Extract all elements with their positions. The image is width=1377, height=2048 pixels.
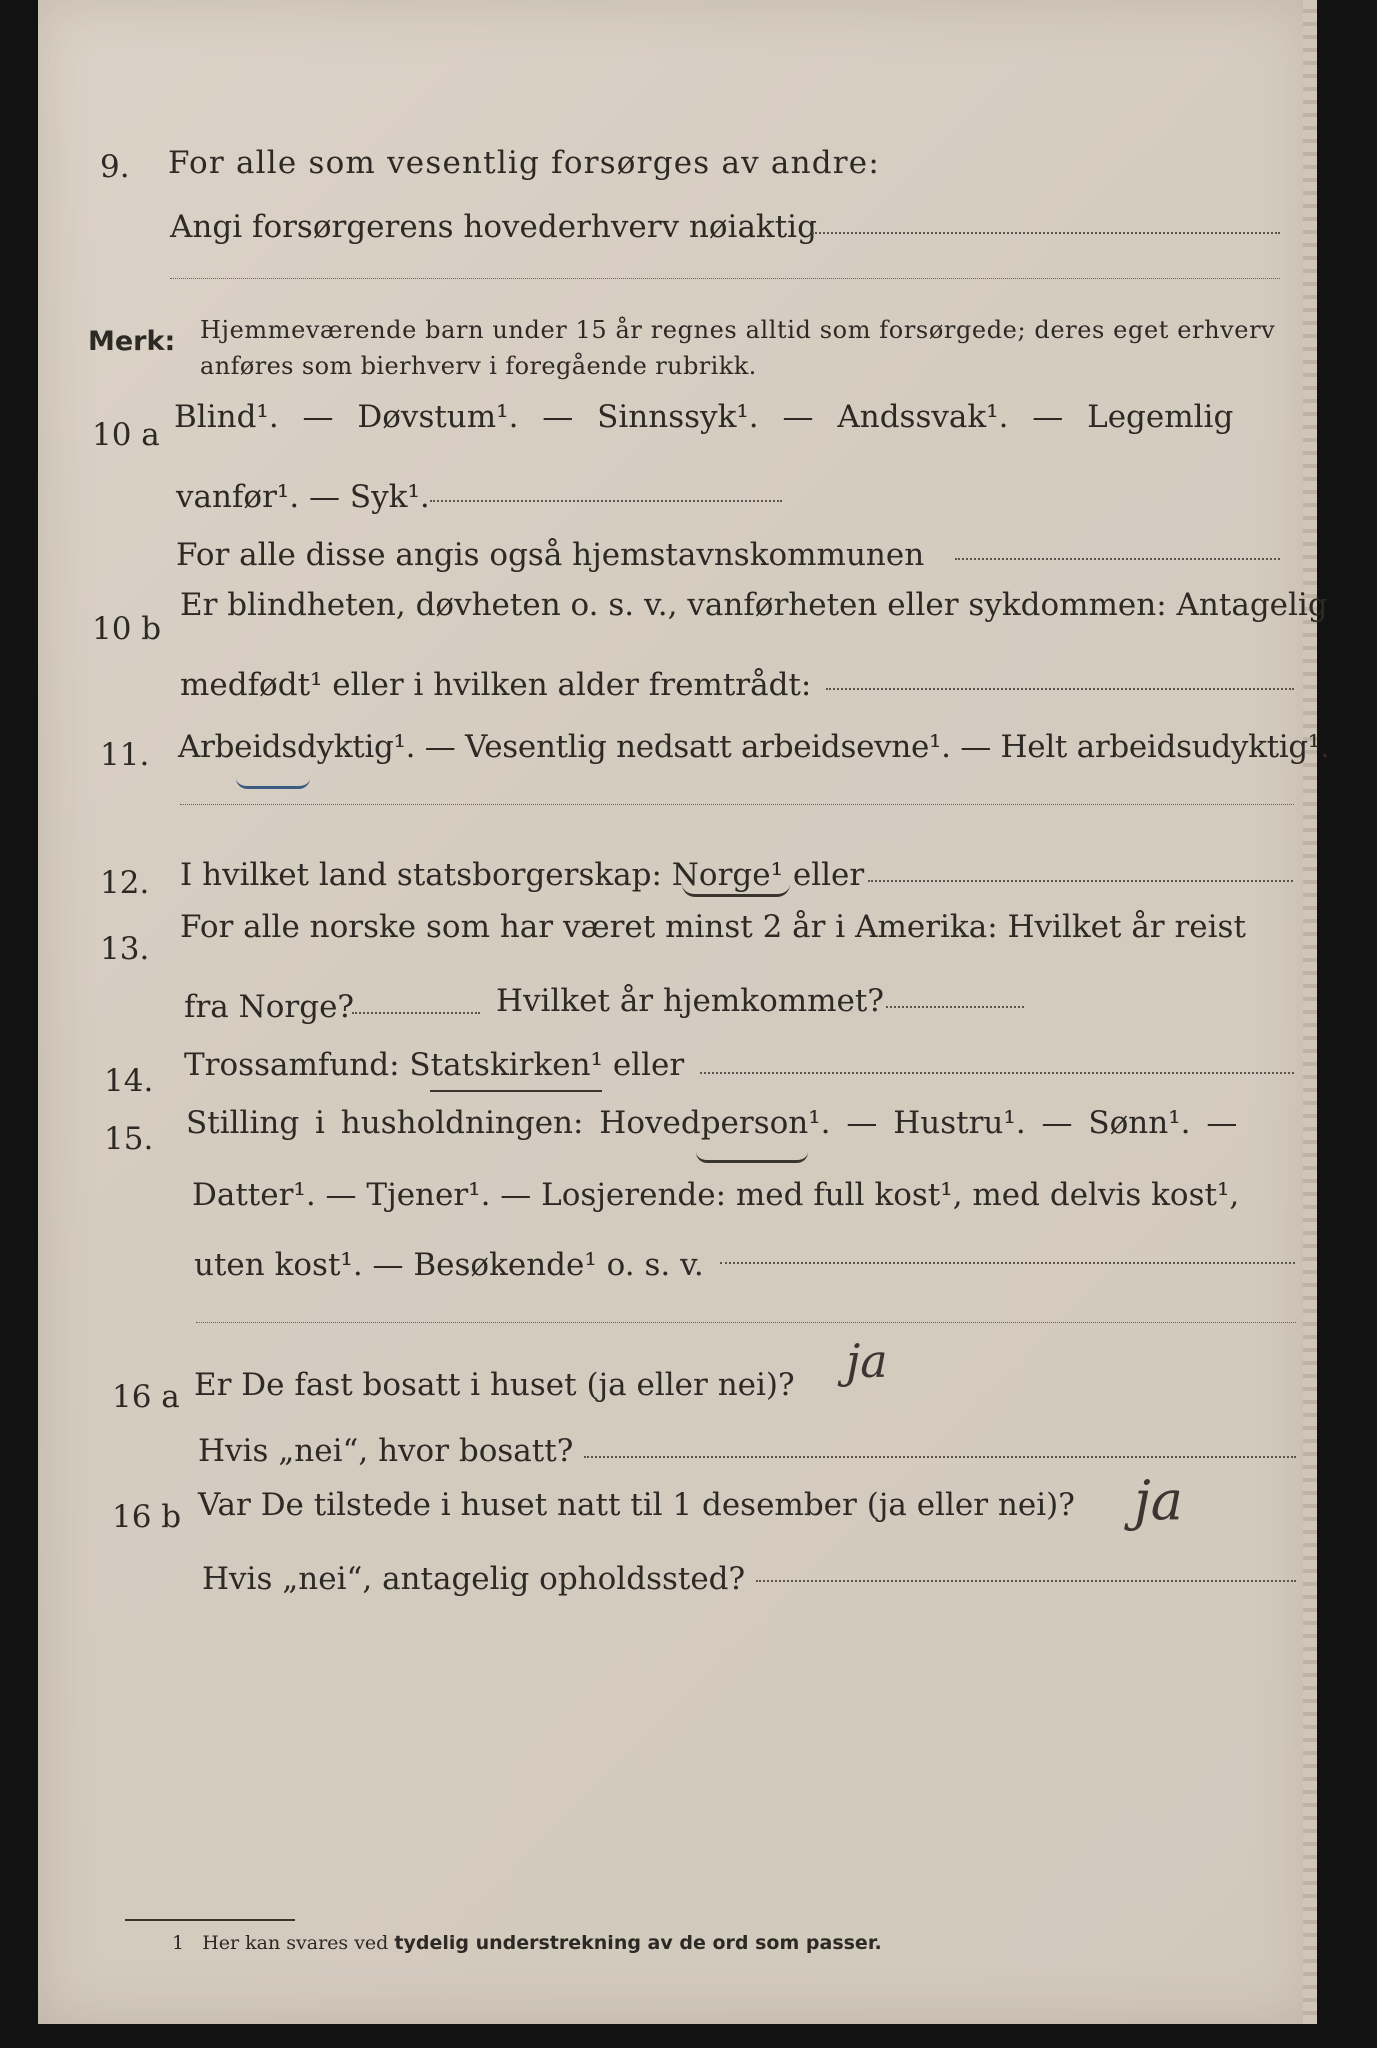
q9-answer-line[interactable] [812,232,1280,234]
q13-question: For alle norske som har været minst 2 år i Amerika: Hvilket år reist [180,909,1246,945]
footnote-mark: 1 [172,1932,185,1954]
q16a-answer[interactable]: ja [846,1334,888,1388]
footnote-rule [125,1919,295,1921]
q14-statskirken-underline [430,1090,602,1092]
q16a-subquestion: Hvis „nei“, hvor bosatt? [198,1433,574,1469]
q10a-hjemstavn: For alle disse angis også hjemstavnskommunen [176,537,925,573]
q16b-number: 16 b [112,1499,182,1535]
q13-reist-label: fra Norge? [184,989,355,1025]
q14-answer-line[interactable] [700,1072,1294,1074]
q10b-subline: medfødt¹ eller i hvilken alder fremtrådt: [180,667,812,703]
q16b-subquestion: Hvis „nei“, antagelig opholdssted? [202,1561,746,1597]
q11-answer-line[interactable] [180,804,1294,805]
q10a-answer-line[interactable] [430,500,782,502]
q11-question: Arbeidsdyktig¹. — Vesentlig nedsatt arbeidsevne¹. — Helt arbeidsudyktig¹. [178,729,1330,765]
footnote-bold-text: tydelig understrekning av de ord som passer. [394,1932,882,1954]
q14-question: Trossamfund: Statskirken¹ eller [184,1047,685,1083]
q10a-subline: vanfør¹. — Syk¹. [176,479,430,515]
q10a-number: 10 a [92,417,160,453]
q16a-question: Er De fast bosatt i huset (ja eller nei)? [194,1367,795,1403]
footnote-text: Her kan svares ved [202,1932,389,1954]
q16a-answer-line[interactable] [584,1456,1296,1458]
q9-question: For alle som vesentlig forsørges av andre: [168,145,880,181]
q15-number: 15. [104,1121,154,1157]
merk-note-line2: anføres som bierhverv i foregående rubrikk. [200,352,757,380]
q13-hjemkommet-label: Hvilket år hjemkommet? [496,983,884,1019]
q10b-answer-line[interactable] [826,688,1294,690]
q15-answer-line[interactable] [720,1262,1295,1264]
q12-number: 12. [100,865,150,901]
page-edge [1303,0,1317,2024]
q15-line3: uten kost¹. — Besøkende¹ o. s. v. [194,1247,704,1283]
q10b-question: Er blindheten, døvheten o. s. v., vanførheten eller sykdommen: Antagelig [180,587,1328,623]
q13-hjemkommet-line[interactable] [886,1006,1024,1008]
q15-line2: Datter¹. — Tjener¹. — Losjerende: med full kost¹, med delvis kost¹, [192,1177,1240,1213]
q15-answer-line-2[interactable] [196,1322,1296,1323]
footnote [172,1932,882,1954]
q16b-question: Var De tilstede i huset natt til 1 desember (ja eller nei)? [198,1487,1075,1523]
q16b-answer-line[interactable] [756,1580,1296,1582]
q13-number: 13. [100,931,150,967]
q13-reist-line[interactable] [352,1012,480,1014]
q15-question: Stilling i husholdningen: Hovedperson¹. — Hustru¹. — Sønn¹. — [186,1105,1238,1141]
q9-number: 9. [100,149,130,185]
q12-norge-underline [682,884,790,897]
q16b-answer[interactable]: ja [1134,1469,1183,1532]
q9-subquestion: Angi forsørgerens hovederhverv nøiaktig [170,209,817,245]
q11-underline-mark [236,778,310,789]
q11-number: 11. [100,737,150,773]
q14-number: 14. [104,1063,154,1099]
q9-answer-line-2[interactable] [170,278,1280,279]
q10a-hjemstavn-line[interactable] [955,558,1280,560]
q10a-question: Blind¹. — Døvstum¹. — Sinnssyk¹. — Andssvak¹. — Legemlig [174,399,1234,435]
q16a-number: 16 a [112,1379,180,1415]
q15-hovedperson-underline [696,1152,808,1163]
q12-answer-line[interactable] [868,880,1293,882]
q10b-number: 10 b [92,611,162,647]
q12-question: I hvilket land statsborgerskap: Norge¹ eller [180,857,865,893]
merk-label: Merk: [88,326,176,357]
merk-note-line1: Hjemmeværende barn under 15 år regnes alltid som forsørgede; deres eget erhverv [200,316,1276,344]
